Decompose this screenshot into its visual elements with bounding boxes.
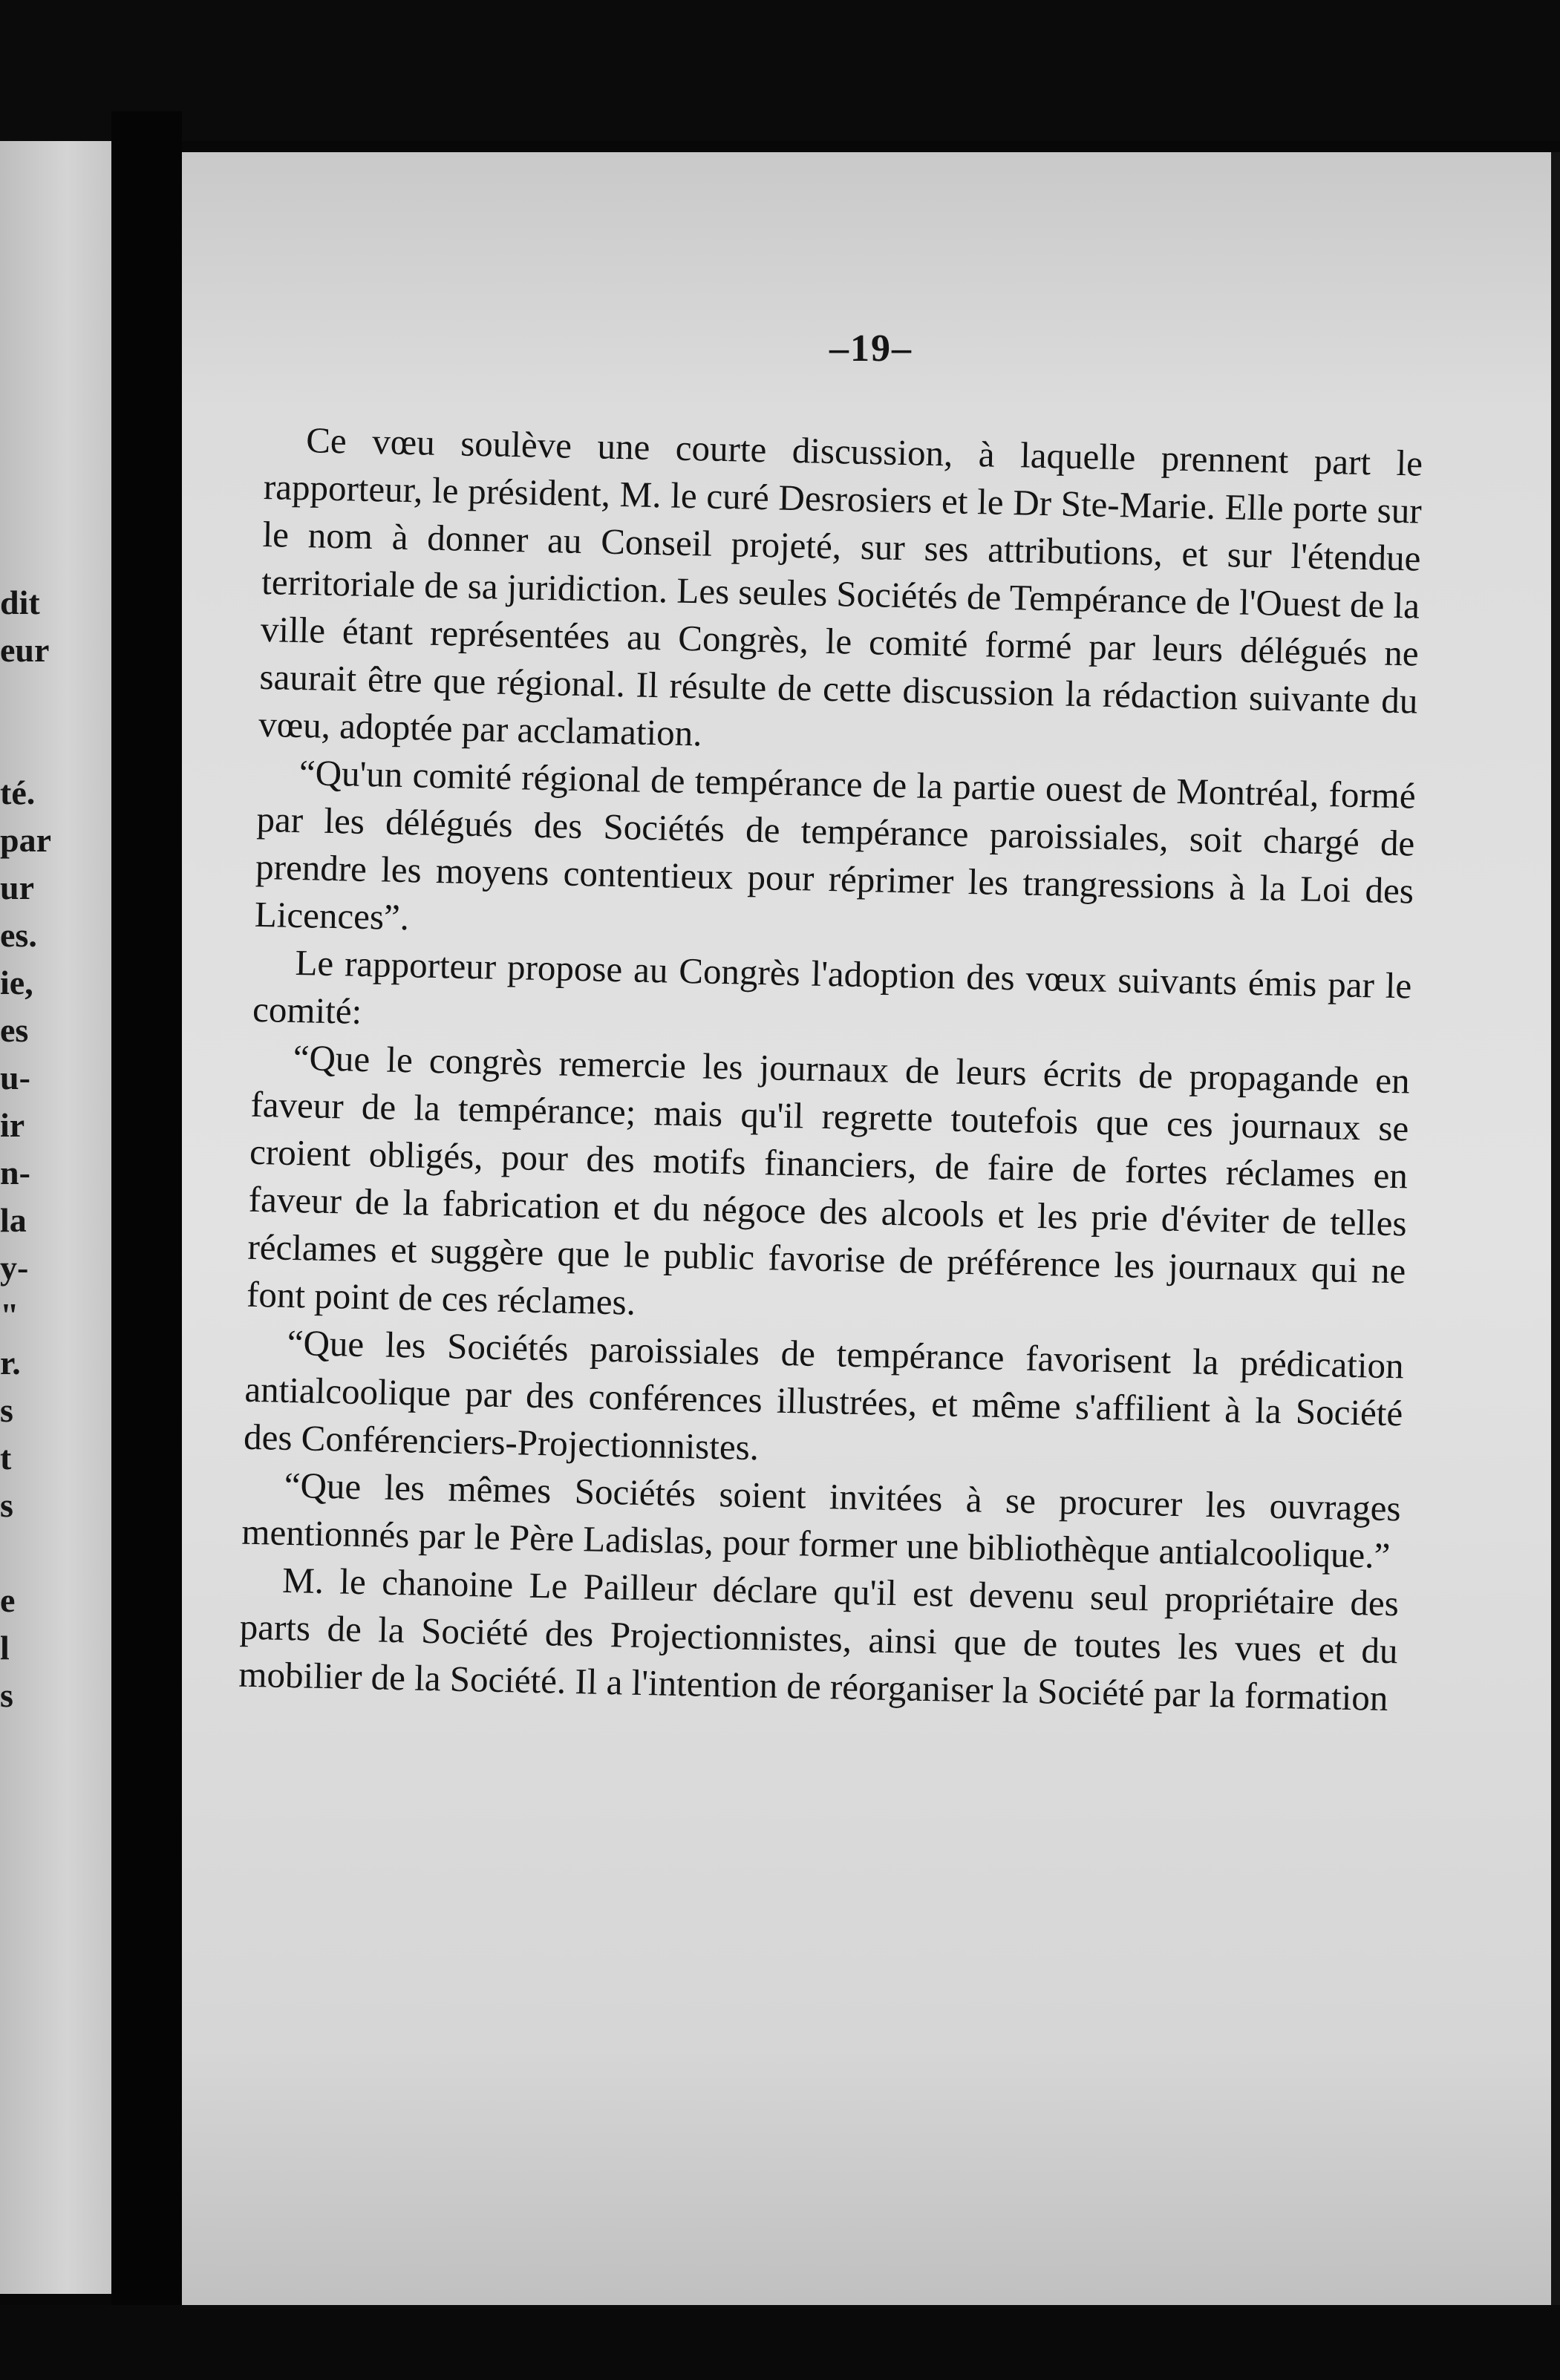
fragment-line: es bbox=[0, 1011, 29, 1049]
fragment-line: ir bbox=[0, 1106, 25, 1144]
scan-right-edge bbox=[1551, 152, 1560, 2305]
fragment-line bbox=[0, 722, 111, 769]
fragment-line: par bbox=[0, 821, 51, 859]
fragment-line: e bbox=[0, 1581, 16, 1619]
scan-bottom-band bbox=[0, 2305, 1560, 2380]
paragraph: “Que les Sociétés paroissiales de tempérance favorisent la prédication antialcoolique par des conférences illustrées, et même s'affilient à la Société des Conférenciers-Projectionnistes. bbox=[243, 1321, 1405, 1468]
paragraph: “Que le congrès remercie les journaux de leurs écrits de propagande en faveur de la tempérance; mais qu'il regrette toutefois que ces journaux se croient obligés, pour des motifs financiers, de faire de fortes réclames en faveur de la fabrication et du négoce des alcools et les prie d'éviter de telles réclames et suggère que le public favorise de préférence les journaux qui ne font point de ces réclames. bbox=[246, 1036, 1411, 1323]
book-gutter bbox=[111, 111, 182, 2309]
fragment-line: s bbox=[0, 1486, 13, 1524]
fragment-line: t bbox=[0, 1439, 12, 1477]
fragment-line: es. bbox=[0, 916, 37, 954]
scan-top-band bbox=[0, 0, 1560, 141]
fragment-line: s bbox=[0, 1391, 13, 1429]
page-number: –19– bbox=[829, 327, 913, 370]
paragraph: Ce vœu soulève une courte discussion, à laquelle prennent part le rapporteur, le président, M. le curé Desrosiers et le Dr Ste-Marie. Elle porte sur le nom à donner au Conseil projeté, sur ses attributions, et sur l'étendue territoriale de sa juridiction. Les seules Sociétés de Tempérance de l'Ouest de la ville étant représentées au Congrès, le comité formé par leurs délégués ne saurait être que régional. Il résulte de cette discussion la rédaction suivante du vœu, adoptée par acclamation. bbox=[258, 419, 1423, 754]
fragment-line: n- bbox=[0, 1154, 30, 1191]
fragment-line: " bbox=[0, 1296, 19, 1334]
previous-page-text-fragments bbox=[0, 579, 111, 1719]
paragraph: M. le chanoine Le Pailleur déclare qu'il est devenu seul propriétaire des parts de la Société des Projectionnistes, ainsi que de toutes les vues et du mobilier de la Société. Il a l'intention de réorganiser la Société par la formation bbox=[238, 1559, 1400, 1719]
fragment-line: l bbox=[0, 1629, 10, 1667]
fragment-line: ur bbox=[0, 869, 34, 906]
fragment-line: eur bbox=[0, 631, 50, 669]
fragment-line: dit bbox=[0, 583, 40, 621]
fragment-line: té. bbox=[0, 774, 36, 811]
fragment-line: y- bbox=[0, 1249, 29, 1287]
fragment-line: s bbox=[0, 1676, 13, 1714]
paragraph: “Qu'un comité régional de tempérance de la partie ouest de Montréal, formé par les délégués des Sociétés de tempérance paroissiales, soit chargé de prendre les moyens contentieux pour réprimer les trangressions à la Loi des Licences”. bbox=[254, 752, 1417, 938]
book-page bbox=[182, 152, 1560, 2305]
page-body bbox=[238, 416, 1423, 1722]
fragment-line bbox=[0, 674, 111, 722]
paragraph: Le rapporteur propose au Congrès l'adoption des vœux suivants émis par le comité: bbox=[252, 942, 1412, 1032]
previous-page-edge bbox=[0, 141, 111, 2294]
fragment-line: ie, bbox=[0, 964, 33, 1001]
fragment-line: u- bbox=[0, 1059, 30, 1096]
fragment-line bbox=[0, 1529, 111, 1577]
fragment-line: r. bbox=[0, 1344, 21, 1382]
fragment-line: la bbox=[0, 1201, 27, 1239]
paragraph: “Que les mêmes Sociétés soient invitées à se procurer les ouvrages mentionnés par le Père Ladislas, pour former une bibliothèque antialcoolique.” bbox=[241, 1464, 1402, 1577]
